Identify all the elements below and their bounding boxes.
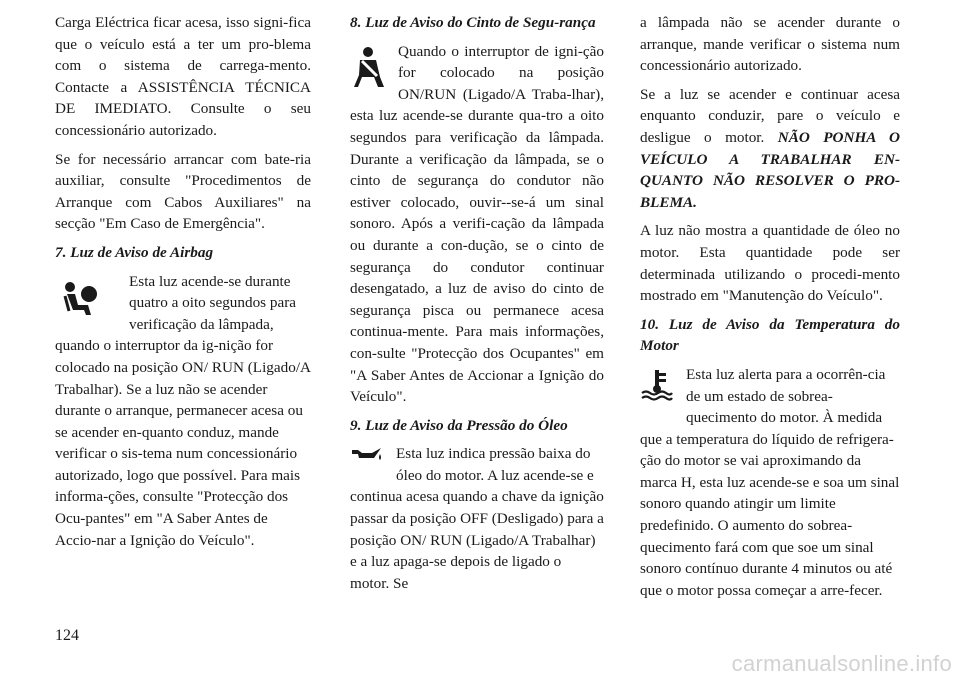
airbag-warning-icon xyxy=(61,279,119,335)
paragraph-engine-temperature-description: Esta luz alerta para a ocorrên-cia de um estado de sobrea-quecimento do motor. À medida que a temperatura do líquido de refrigera-ção do motor se vai aproximando da marca H, esta luz acende-se e soa um sinal sonoro quando atingir um limite predefinido. O aumento do sobrea-quecimento fará com que soe um sinal sonoro contínuo durante 4 minutos ou até que o motor possa começar a arre-fecer. xyxy=(640,365,900,599)
heading-oil-pressure-warning: 9. Luz de Aviso da Pressão do Óleo xyxy=(350,416,568,434)
page-number: 124 xyxy=(55,627,79,644)
paragraph-jump-start: Se for necessário arrancar com bate-ria auxiliar, consulte "Procedimentos de Arranque com Cabos Auxiliares" na secção "Em Caso de Emergência". xyxy=(55,150,311,233)
heading-seatbelt-warning: 8. Luz de Aviso do Cinto de Segu-rança xyxy=(350,14,596,31)
paragraph-airbag-description: Esta luz acende-se durante quatro a oito segundos para verificação da lâmpada, quando o interruptor da ig-nição for colocado na posição ON/ RUN (Ligado/A Trabalhar). Se a luz não se acender durante o arranque, permanecer acesa ou se acender en-quanto conduz, mande verificar o sis-tema num concessionário autorizado, logo que possível. Para mais informa-ções, consulte "Protecção dos Ocu-pantes" em "A Saber Antes de Accio-nar a Ignição do Veículo". xyxy=(55,272,311,549)
oil-pressure-icon xyxy=(350,445,396,467)
paragraph-charging-warning: Carga Eléctrica ficar acesa, isso signi-fica que o veículo está a ter um pro-blema com o sistema de carrega-mento. Contacte a ASSISTÊNCIA TÉCNICA DE IMEDIATO. Consulte o seu concessionário autorizado. xyxy=(55,14,311,139)
watermark: carmanualsonline.info xyxy=(731,651,952,676)
paragraph-seatbelt-description: Quando o interruptor de igni-ção for colocado na posição ON/RUN (Ligado/A Traba-lhar), esta luz acende-se durante qua-tro a oito segundos para verificação da lâmpada. Durante a verificação da lâmpada, se o cinto de segurança do condutor não estiver colocado, ouvir--se-á um sinal sonoro. Após a verifi-cação da lâmpada ou durante a con-dução, se o cinto de segurança do condutor continuar desengatado, a luz de aviso do cinto de segurança pisca ou permanece acesa continua-mente. Para mais informações, con-sulte "Protecção dos Ocupantes" em "A Saber Antes de Accionar a Ignição do Veículo". xyxy=(350,42,604,406)
paragraph-oil-quantity: A luz não mostra a quantidade de óleo no motor. Esta quantidade pode ser determinada utilizando o procedi-mento mostrado em "Manutenção do Veículo". xyxy=(640,222,900,305)
stop-engine-warning-emphasis: NÃO PONHA O VEÍCULO A TRABALHAR EN-QUANTO NÃO RESOLVER O PRO-BLEMA. xyxy=(640,128,900,211)
stop-engine-text: Se a luz se acender e continuar acesa enquanto conduzir, pare o veículo e desligue o motor. xyxy=(640,85,900,146)
paragraph-oil-pressure-description: Esta luz indica pressão baixa do óleo do motor. A luz acende-se e continua acesa quando a chave da ignição passar da posição OFF (Desligado) para a posição ON/ RUN (Ligado/A Trabalhar) e a luz apaga-se depois de ligado o motor. Se xyxy=(350,445,604,592)
paragraph-stop-engine xyxy=(640,84,900,214)
engine-temperature-icon xyxy=(640,368,686,408)
column-3 xyxy=(640,12,900,608)
column-1 xyxy=(55,12,311,558)
heading-airbag-warning: 7. Luz de Aviso de Airbag xyxy=(55,243,214,261)
seatbelt-warning-icon xyxy=(350,45,398,105)
paragraph-lamp-check: a lâmpada não se acender durante o arranque, mande verificar o sistema num concessionário autorizado. xyxy=(640,14,900,75)
column-2 xyxy=(350,12,604,601)
heading-engine-temperature-warning: 10. Luz de Aviso da Temperatura do Motor xyxy=(640,315,900,355)
